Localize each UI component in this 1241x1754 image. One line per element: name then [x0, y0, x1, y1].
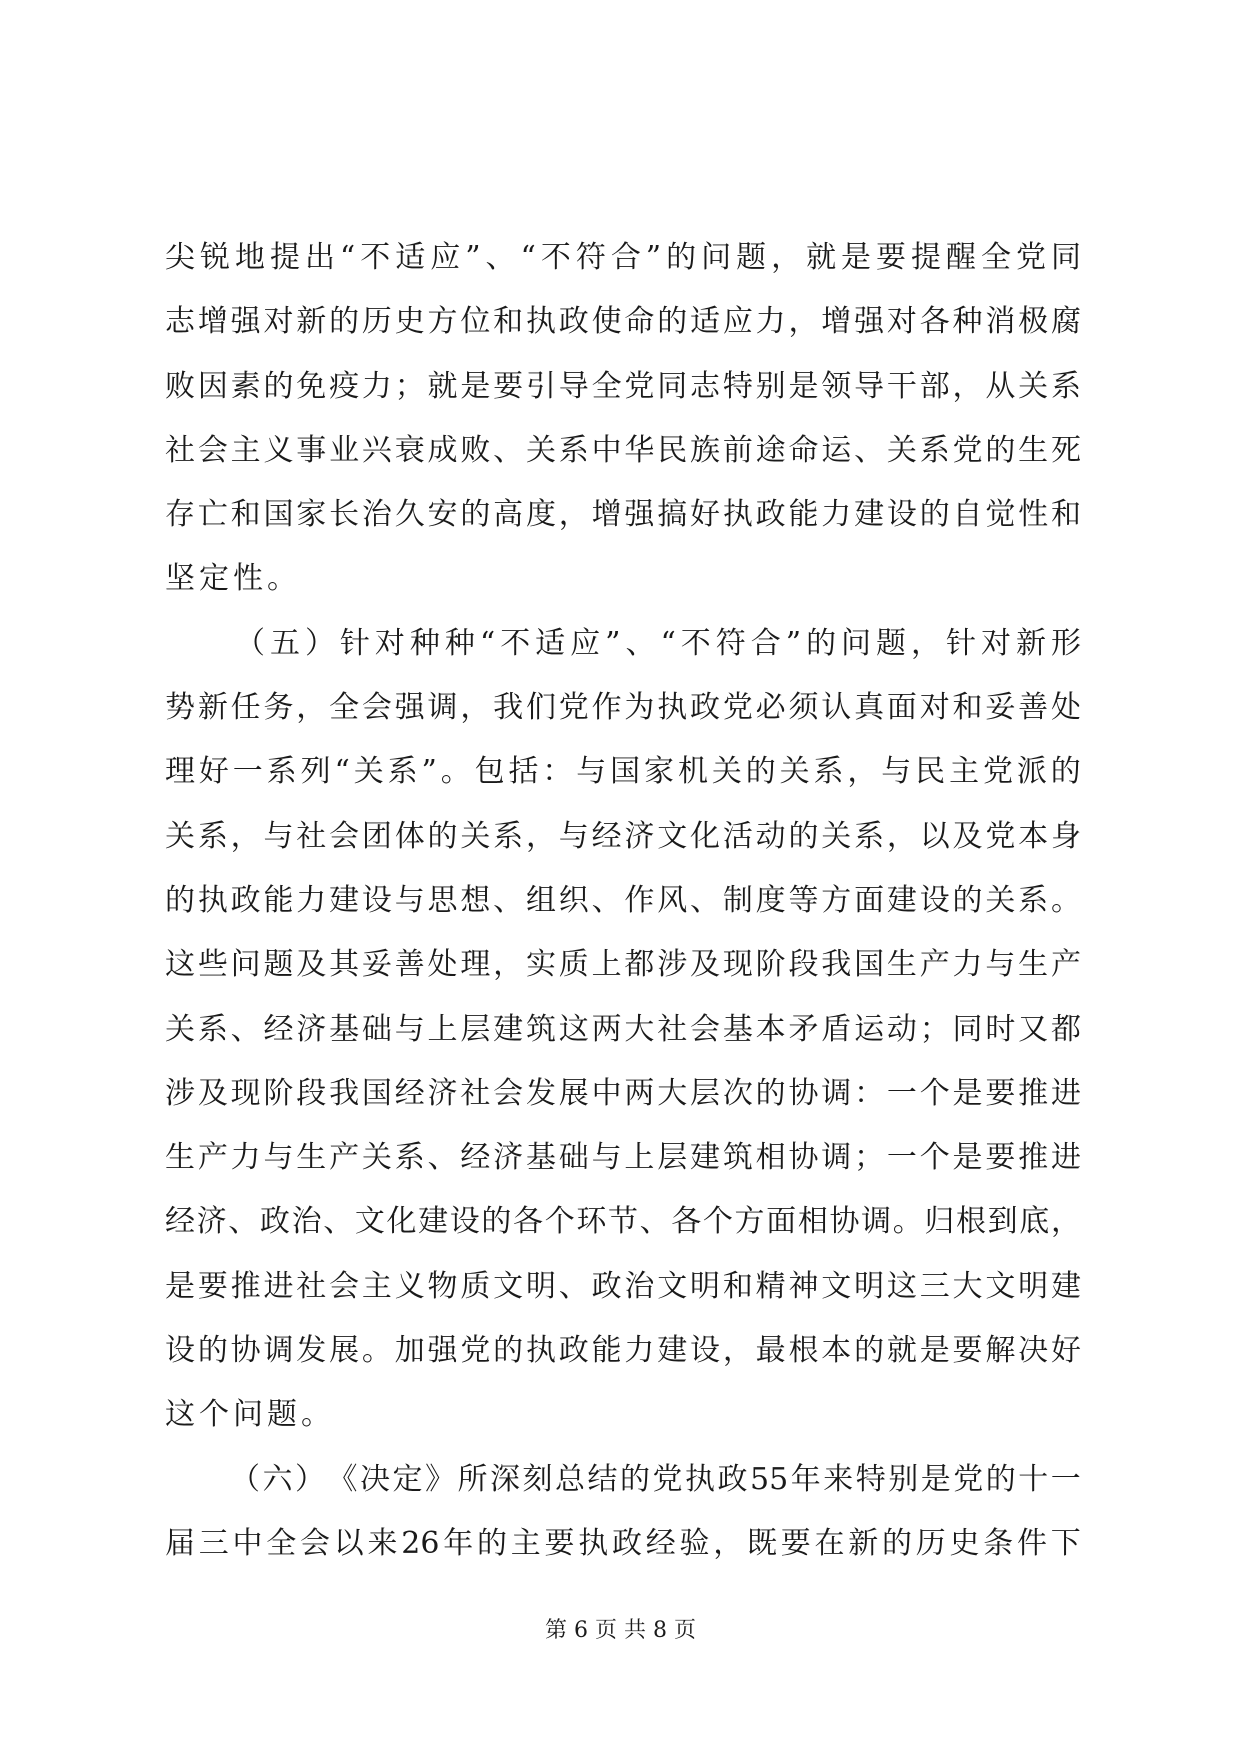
body-text: [165, 226, 1081, 1576]
text-line: 存 亡 和 国 家 长 治 久 安 的 高 度 ， 增 强 搞 好 执 政 能 力 建 设 的 自 觉 性 和: [165, 497, 1081, 533]
text-line: 尖 锐 地 提 出 “ 不 适 应 ” 、 “ 不 符 合 ” 的 问 题 ， 就 是 要 提 醒 全 党 同: [165, 240, 1081, 275]
text-line: 设 的 协 调 发 展 。 加 强 党 的 执 政 能 力 建 设 ， 最 根 本 的 就 是 要 解 决 好: [165, 1333, 1081, 1369]
text-line: 这 些 问 题 及 其 妥 善 处 理 ， 实 质 上 都 涉 及 现 阶 段 我 国 生 产 力 与 生 产: [165, 947, 1081, 983]
text-line: 志 增 强 对 新 的 历 史 方 位 和 执 政 使 命 的 适 应 力 ， 增 强 对 各 种 消 极 腐: [165, 304, 1081, 340]
text-line: 关 系 ， 与 社 会 团 体 的 关 系 ， 与 经 济 文 化 活 动 的 关 系 ， 以 及 党 本 身: [165, 818, 1081, 854]
text-line: 败 因 素 的 免 疫 力 ； 就 是 要 引 导 全 党 同 志 特 别 是 领 导 干 部 ， 从 关 系: [165, 368, 1081, 404]
text-line: 这 个 问 题 。: [165, 1397, 331, 1433]
text-line: 的 执 政 能 力 建 设 与 思 想 、 组 织 、 作 风 、 制 度 等 方 面 建 设 的 关 系 。: [165, 882, 1081, 918]
text-line: 经 济 、 政 治 、 文 化 建 设 的 各 个 环 节 、 各 个 方 面 相 协 调 。 归 根 到 底 ，: [165, 1204, 1081, 1240]
text-line: 届 三 中 全 会 以 来 26 年 的 主 要 执 政 经 验 ， 既 要 在 新 的 历 史 条 件 下: [165, 1525, 1081, 1561]
text-line: 社 会 主 义 事 业 兴 衰 成 败 、 关 系 中 华 民 族 前 途 命 运 、 关 系 党 的 生 死: [165, 432, 1081, 468]
text-line: （ 五 ） 针 对 种 种 “ 不 适 应 ” 、 “ 不 符 合 ” 的 问 题 ， 针 对 新 形: [234, 625, 1081, 661]
text-line: 关 系 、 经 济 基 础 与 上 层 建 筑 这 两 大 社 会 基 本 矛 盾 运 动 ； 同 时 又 都: [165, 1011, 1081, 1047]
text-line: 理 好 一 系 列 “ 关 系 ” 。 包 括 ： 与 国 家 机 关 的 关 系 ， 与 民 主 党 派 的: [165, 754, 1081, 790]
text-line: 是 要 推 进 社 会 主 义 物 质 文 明 、 政 治 文 明 和 精 神 文 明 这 三 大 文 明 建: [165, 1268, 1081, 1304]
text-line: 涉 及 现 阶 段 我 国 经 济 社 会 发 展 中 两 大 层 次 的 协 调 ： 一 个 是 要 推 进: [165, 1075, 1081, 1111]
text-line: 坚 定 性 。: [165, 561, 297, 597]
text-line: 生 产 力 与 生 产 关 系 、 经 济 基 础 与 上 层 建 筑 相 协 调 ； 一 个 是 要 推 进: [165, 1140, 1081, 1176]
text-line: （ 六 ） 《 决 定 》 所 深 刻 总 结 的 党 执 政 55 年 来 特 别 是 党 的 十 一: [230, 1461, 1081, 1497]
text-line: 势 新 任 务 ， 全 会 强 调 ， 我 们 党 作 为 执 政 党 必 须 认 真 面 对 和 妥 善 处: [165, 690, 1081, 726]
page-footer: 第 6 页 共 8 页: [545, 1618, 696, 1643]
